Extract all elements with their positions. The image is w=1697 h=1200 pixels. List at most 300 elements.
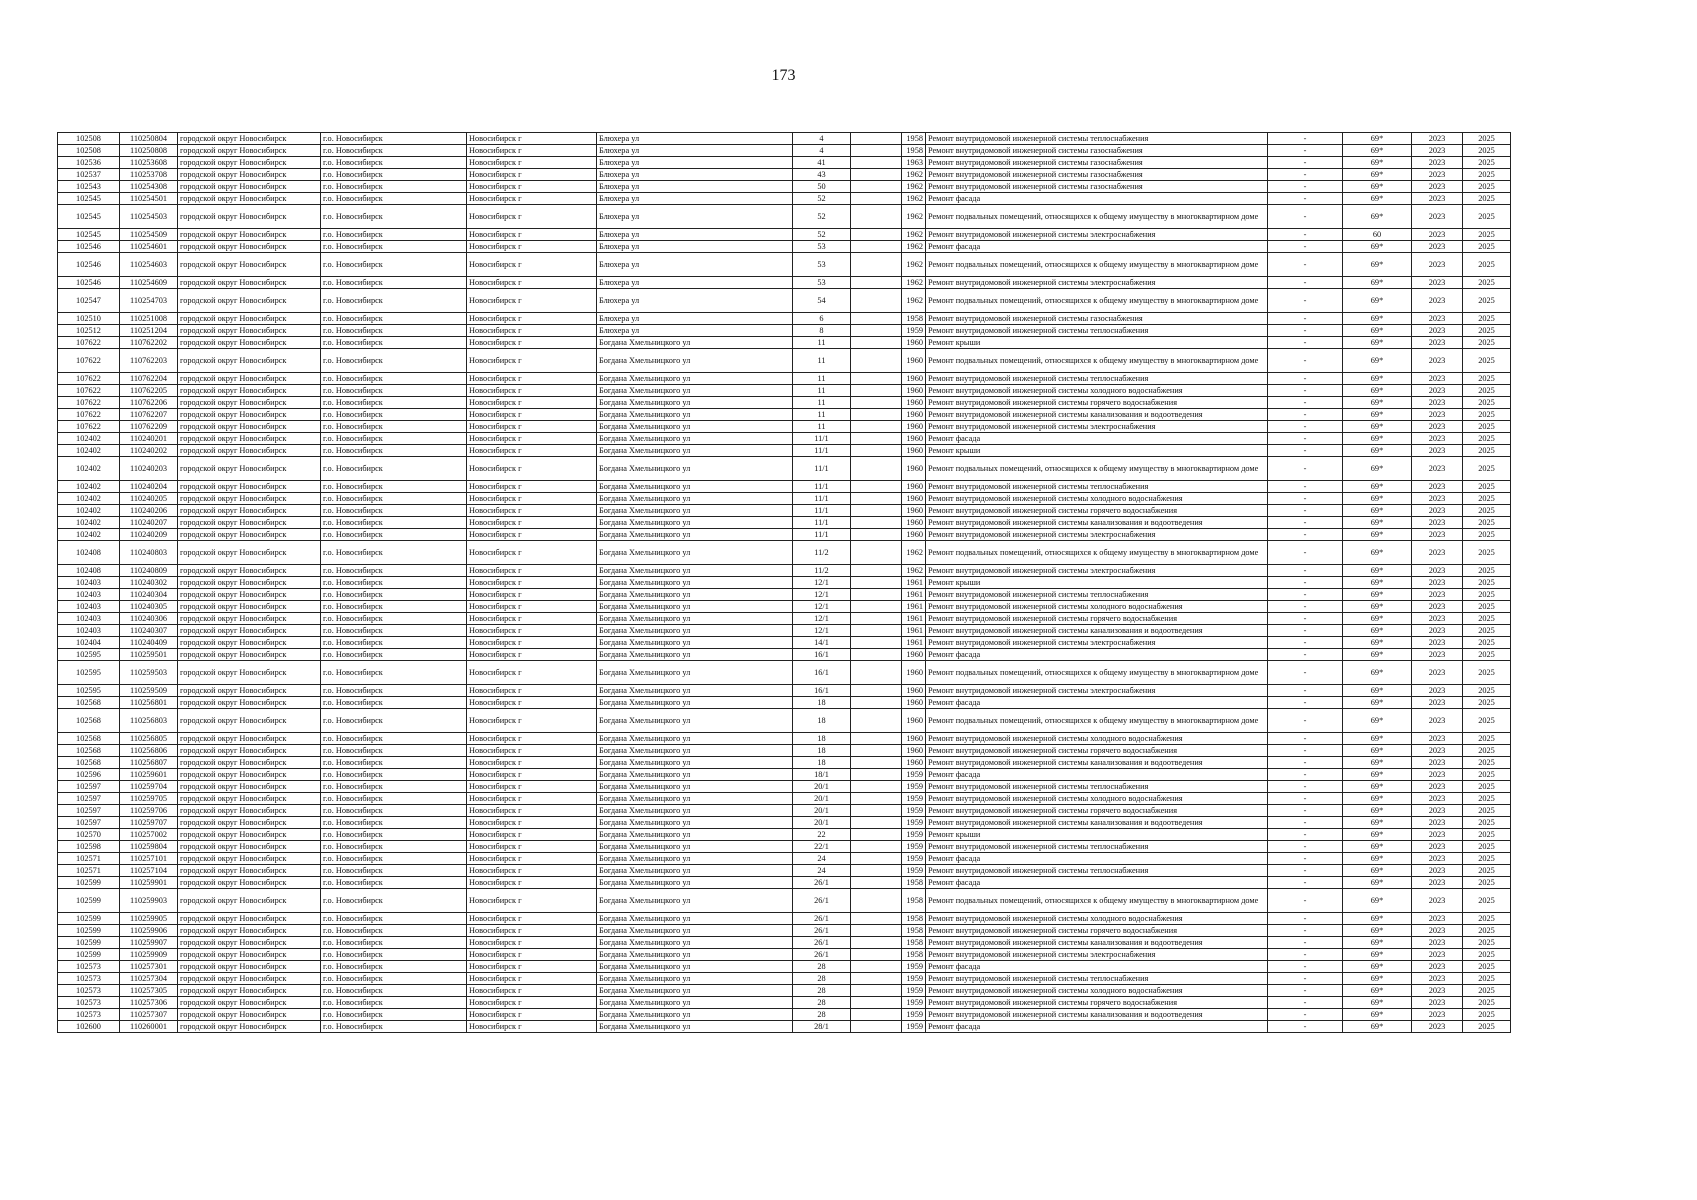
cell-plan-start-year: 2023 [1412, 997, 1463, 1009]
table-row [58, 805, 1511, 817]
cell-city: Новосибирск г [467, 661, 597, 685]
cell-house-id: 102599 [58, 913, 120, 925]
cell-building [851, 757, 902, 769]
cell-max-cost: 69* [1343, 397, 1412, 409]
cell-street: Богдана Хмельницкого ул [597, 817, 793, 829]
cell-city: Новосибирск г [467, 913, 597, 925]
cell-house-number: 22/1 [793, 841, 851, 853]
cell-municipality: городской округ Новосибирск [178, 973, 321, 985]
cell-house-number: 16/1 [793, 685, 851, 697]
cell-plan-start-year: 2023 [1412, 337, 1463, 349]
table-row [58, 661, 1511, 685]
cell-max-cost: 69* [1343, 517, 1412, 529]
cell-municipality: городской округ Новосибирск [178, 277, 321, 289]
cell-year-built: 1958 [902, 925, 926, 937]
cell-house-id: 102568 [58, 745, 120, 757]
cell-city: Новосибирск г [467, 805, 597, 817]
cell-work-id: 110256801 [120, 697, 178, 709]
cell-max-cost: 69* [1343, 769, 1412, 781]
table-row [58, 181, 1511, 193]
cell-building [851, 1021, 902, 1033]
cell-street: Богдана Хмельницкого ул [597, 505, 793, 517]
cell-work-id: 110259503 [120, 661, 178, 685]
table-row [58, 889, 1511, 913]
cell-house-id: 102537 [58, 169, 120, 181]
table-row [58, 133, 1511, 145]
cell-max-cost: 69* [1343, 445, 1412, 457]
table-row [58, 445, 1511, 457]
cell-unit-cost: - [1268, 277, 1343, 289]
cell-settlement: г.о. Новосибирск [321, 925, 467, 937]
cell-plan-end-year: 2025 [1463, 973, 1511, 985]
cell-unit-cost: - [1268, 733, 1343, 745]
cell-plan-end-year: 2025 [1463, 289, 1511, 313]
cell-plan-start-year: 2023 [1412, 445, 1463, 457]
cell-building [851, 781, 902, 793]
cell-plan-start-year: 2023 [1412, 505, 1463, 517]
cell-city: Новосибирск г [467, 241, 597, 253]
cell-year-built: 1959 [902, 793, 926, 805]
cell-max-cost: 69* [1343, 181, 1412, 193]
cell-plan-end-year: 2025 [1463, 229, 1511, 241]
cell-city: Новосибирск г [467, 181, 597, 193]
table-row [58, 457, 1511, 481]
cell-unit-cost: - [1268, 205, 1343, 229]
cell-street: Богдана Хмельницкого ул [597, 625, 793, 637]
cell-house-number: 11/1 [793, 433, 851, 445]
cell-city: Новосибирск г [467, 577, 597, 589]
cell-max-cost: 69* [1343, 421, 1412, 433]
cell-max-cost: 69* [1343, 793, 1412, 805]
cell-plan-start-year: 2023 [1412, 1009, 1463, 1021]
cell-city: Новосибирск г [467, 949, 597, 961]
cell-plan-end-year: 2025 [1463, 493, 1511, 505]
table-row [58, 865, 1511, 877]
cell-plan-end-year: 2025 [1463, 241, 1511, 253]
cell-street: Богдана Хмельницкого ул [597, 997, 793, 1009]
cell-building [851, 637, 902, 649]
cell-plan-start-year: 2023 [1412, 481, 1463, 493]
cell-settlement: г.о. Новосибирск [321, 805, 467, 817]
table-row [58, 973, 1511, 985]
cell-year-built: 1959 [902, 805, 926, 817]
cell-max-cost: 69* [1343, 961, 1412, 973]
cell-work-id: 110240203 [120, 457, 178, 481]
cell-year-built: 1960 [902, 457, 926, 481]
cell-house-id: 102599 [58, 925, 120, 937]
cell-building [851, 589, 902, 601]
cell-plan-end-year: 2025 [1463, 757, 1511, 769]
cell-plan-start-year: 2023 [1412, 289, 1463, 313]
cell-house-id: 107622 [58, 337, 120, 349]
table-row [58, 157, 1511, 169]
cell-max-cost: 69* [1343, 745, 1412, 757]
cell-unit-cost: - [1268, 829, 1343, 841]
cell-unit-cost: - [1268, 457, 1343, 481]
cell-work-type: Ремонт внутридомовой инженерной системы канализования и водоотведения [926, 937, 1268, 949]
cell-plan-start-year: 2023 [1412, 253, 1463, 277]
cell-municipality: городской округ Новосибирск [178, 1009, 321, 1021]
cell-street: Богдана Хмельницкого ул [597, 661, 793, 685]
cell-unit-cost: - [1268, 769, 1343, 781]
cell-plan-start-year: 2023 [1412, 685, 1463, 697]
cell-city: Новосибирск г [467, 709, 597, 733]
cell-plan-end-year: 2025 [1463, 769, 1511, 781]
cell-work-type: Ремонт внутридомовой инженерной системы теплоснабжения [926, 325, 1268, 337]
cell-work-type: Ремонт внутридомовой инженерной системы электроснабжения [926, 277, 1268, 289]
cell-house-number: 11 [793, 397, 851, 409]
cell-unit-cost: - [1268, 529, 1343, 541]
cell-settlement: г.о. Новосибирск [321, 337, 467, 349]
cell-max-cost: 69* [1343, 685, 1412, 697]
cell-house-id: 107622 [58, 385, 120, 397]
cell-street: Блюхера ул [597, 253, 793, 277]
cell-city: Новосибирск г [467, 841, 597, 853]
cell-street: Богдана Хмельницкого ул [597, 877, 793, 889]
cell-work-id: 110259509 [120, 685, 178, 697]
cell-year-built: 1963 [902, 157, 926, 169]
cell-year-built: 1959 [902, 769, 926, 781]
cell-house-number: 11/1 [793, 481, 851, 493]
cell-city: Новосибирск г [467, 757, 597, 769]
cell-max-cost: 69* [1343, 949, 1412, 961]
cell-municipality: городской округ Новосибирск [178, 913, 321, 925]
cell-unit-cost: - [1268, 889, 1343, 913]
cell-settlement: г.о. Новосибирск [321, 649, 467, 661]
cell-city: Новосибирск г [467, 937, 597, 949]
cell-plan-end-year: 2025 [1463, 565, 1511, 577]
cell-house-number: 26/1 [793, 913, 851, 925]
table-row [58, 349, 1511, 373]
cell-plan-end-year: 2025 [1463, 937, 1511, 949]
cell-year-built: 1961 [902, 613, 926, 625]
cell-work-id: 110259901 [120, 877, 178, 889]
cell-street: Богдана Хмельницкого ул [597, 349, 793, 373]
cell-unit-cost: - [1268, 949, 1343, 961]
cell-plan-end-year: 2025 [1463, 385, 1511, 397]
cell-street: Богдана Хмельницкого ул [597, 433, 793, 445]
cell-year-built: 1962 [902, 253, 926, 277]
cell-house-number: 11/1 [793, 457, 851, 481]
cell-unit-cost: - [1268, 541, 1343, 565]
cell-work-id: 110254308 [120, 181, 178, 193]
cell-settlement: г.о. Новосибирск [321, 133, 467, 145]
cell-house-id: 102402 [58, 517, 120, 529]
cell-city: Новосибирск г [467, 505, 597, 517]
cell-building [851, 409, 902, 421]
cell-unit-cost: - [1268, 337, 1343, 349]
cell-year-built: 1961 [902, 589, 926, 601]
cell-city: Новосибирск г [467, 637, 597, 649]
cell-settlement: г.о. Новосибирск [321, 937, 467, 949]
cell-city: Новосибирск г [467, 1021, 597, 1033]
cell-work-type: Ремонт внутридомовой инженерной системы канализования и водоотведения [926, 517, 1268, 529]
cell-city: Новосибирск г [467, 349, 597, 373]
cell-max-cost: 69* [1343, 577, 1412, 589]
cell-unit-cost: - [1268, 781, 1343, 793]
cell-street: Богдана Хмельницкого ул [597, 949, 793, 961]
cell-plan-end-year: 2025 [1463, 397, 1511, 409]
cell-house-number: 12/1 [793, 601, 851, 613]
cell-house-number: 52 [793, 205, 851, 229]
cell-work-id: 110254601 [120, 241, 178, 253]
cell-settlement: г.о. Новосибирск [321, 541, 467, 565]
cell-unit-cost: - [1268, 877, 1343, 889]
cell-city: Новосибирск г [467, 145, 597, 157]
table-row [58, 937, 1511, 949]
cell-city: Новосибирск г [467, 169, 597, 181]
cell-max-cost: 69* [1343, 277, 1412, 289]
cell-year-built: 1960 [902, 481, 926, 493]
cell-building [851, 205, 902, 229]
cell-plan-start-year: 2023 [1412, 133, 1463, 145]
cell-municipality: городской округ Новосибирск [178, 853, 321, 865]
cell-building [851, 997, 902, 1009]
cell-year-built: 1962 [902, 205, 926, 229]
cell-house-number: 12/1 [793, 613, 851, 625]
cell-street: Блюхера ул [597, 313, 793, 325]
cell-house-id: 102408 [58, 565, 120, 577]
cell-house-id: 102568 [58, 697, 120, 709]
cell-street: Богдана Хмельницкого ул [597, 685, 793, 697]
cell-plan-end-year: 2025 [1463, 145, 1511, 157]
cell-work-type: Ремонт внутридомовой инженерной системы теплоснабжения [926, 589, 1268, 601]
cell-plan-start-year: 2023 [1412, 1021, 1463, 1033]
cell-work-id: 110762202 [120, 337, 178, 349]
cell-unit-cost: - [1268, 481, 1343, 493]
cell-building [851, 937, 902, 949]
cell-max-cost: 69* [1343, 613, 1412, 625]
cell-house-id: 102545 [58, 205, 120, 229]
cell-work-type: Ремонт внутридомовой инженерной системы холодного водоснабжения [926, 793, 1268, 805]
cell-unit-cost: - [1268, 517, 1343, 529]
table-row [58, 409, 1511, 421]
cell-settlement: г.о. Новосибирск [321, 769, 467, 781]
cell-settlement: г.о. Новосибирск [321, 841, 467, 853]
cell-municipality: городской округ Новосибирск [178, 241, 321, 253]
cell-street: Богдана Хмельницкого ул [597, 865, 793, 877]
cell-unit-cost: - [1268, 229, 1343, 241]
cell-street: Богдана Хмельницкого ул [597, 637, 793, 649]
cell-unit-cost: - [1268, 817, 1343, 829]
cell-building [851, 793, 902, 805]
cell-street: Богдана Хмельницкого ул [597, 937, 793, 949]
cell-max-cost: 69* [1343, 853, 1412, 865]
cell-max-cost: 69* [1343, 697, 1412, 709]
cell-max-cost: 69* [1343, 193, 1412, 205]
cell-work-type: Ремонт внутридомовой инженерной системы канализования и водоотведения [926, 625, 1268, 637]
cell-house-number: 22 [793, 829, 851, 841]
cell-unit-cost: - [1268, 589, 1343, 601]
cell-year-built: 1960 [902, 529, 926, 541]
cell-building [851, 829, 902, 841]
cell-city: Новосибирск г [467, 865, 597, 877]
cell-work-type: Ремонт внутридомовой инженерной системы горячего водоснабжения [926, 805, 1268, 817]
cell-house-id: 102568 [58, 733, 120, 745]
cell-house-id: 102402 [58, 529, 120, 541]
cell-building [851, 913, 902, 925]
cell-plan-start-year: 2023 [1412, 433, 1463, 445]
cell-unit-cost: - [1268, 493, 1343, 505]
cell-city: Новосибирск г [467, 277, 597, 289]
cell-city: Новосибирск г [467, 781, 597, 793]
cell-work-type: Ремонт фасада [926, 877, 1268, 889]
cell-year-built: 1959 [902, 829, 926, 841]
table-row [58, 193, 1511, 205]
cell-municipality: городской округ Новосибирск [178, 865, 321, 877]
cell-settlement: г.о. Новосибирск [321, 733, 467, 745]
cell-building [851, 925, 902, 937]
cell-municipality: городской округ Новосибирск [178, 637, 321, 649]
cell-unit-cost: - [1268, 505, 1343, 517]
cell-settlement: г.о. Новосибирск [321, 985, 467, 997]
cell-year-built: 1960 [902, 517, 926, 529]
cell-municipality: городской округ Новосибирск [178, 601, 321, 613]
cell-municipality: городской округ Новосибирск [178, 709, 321, 733]
cell-city: Новосибирск г [467, 385, 597, 397]
table-row [58, 577, 1511, 589]
table-row [58, 745, 1511, 757]
cell-building [851, 817, 902, 829]
cell-year-built: 1961 [902, 637, 926, 649]
cell-building [851, 193, 902, 205]
cell-municipality: городской округ Новосибирск [178, 625, 321, 637]
table-row [58, 205, 1511, 229]
table-row [58, 253, 1511, 277]
cell-street: Богдана Хмельницкого ул [597, 961, 793, 973]
cell-house-id: 102547 [58, 289, 120, 313]
cell-municipality: городской округ Новосибирск [178, 313, 321, 325]
cell-municipality: городской округ Новосибирск [178, 229, 321, 241]
cell-year-built: 1962 [902, 169, 926, 181]
cell-street: Богдана Хмельницкого ул [597, 445, 793, 457]
cell-house-id: 102573 [58, 997, 120, 1009]
cell-max-cost: 69* [1343, 733, 1412, 745]
cell-plan-end-year: 2025 [1463, 481, 1511, 493]
cell-city: Новосибирск г [467, 889, 597, 913]
cell-city: Новосибирск г [467, 853, 597, 865]
cell-settlement: г.о. Новосибирск [321, 973, 467, 985]
cell-house-number: 11 [793, 409, 851, 421]
cell-municipality: городской округ Новосибирск [178, 205, 321, 229]
cell-work-id: 110762203 [120, 349, 178, 373]
cell-municipality: городской округ Новосибирск [178, 565, 321, 577]
cell-house-number: 11/1 [793, 445, 851, 457]
cell-work-type: Ремонт подвальных помещений, относящихся к общему имуществу в многоквартирном доме [926, 457, 1268, 481]
cell-unit-cost: - [1268, 193, 1343, 205]
cell-year-built: 1960 [902, 433, 926, 445]
cell-city: Новосибирск г [467, 205, 597, 229]
cell-year-built: 1959 [902, 325, 926, 337]
cell-settlement: г.о. Новосибирск [321, 421, 467, 433]
cell-municipality: городской округ Новосибирск [178, 949, 321, 961]
cell-unit-cost: - [1268, 181, 1343, 193]
cell-settlement: г.о. Новосибирск [321, 385, 467, 397]
cell-work-id: 110257101 [120, 853, 178, 865]
cell-max-cost: 69* [1343, 805, 1412, 817]
cell-plan-start-year: 2023 [1412, 793, 1463, 805]
cell-city: Новосибирск г [467, 133, 597, 145]
cell-plan-start-year: 2023 [1412, 601, 1463, 613]
cell-house-number: 43 [793, 169, 851, 181]
cell-year-built: 1958 [902, 133, 926, 145]
cell-unit-cost: - [1268, 349, 1343, 373]
cell-year-built: 1959 [902, 985, 926, 997]
cell-plan-end-year: 2025 [1463, 805, 1511, 817]
cell-house-number: 53 [793, 253, 851, 277]
cell-work-id: 110762209 [120, 421, 178, 433]
cell-work-type: Ремонт внутридомовой инженерной системы горячего водоснабжения [926, 397, 1268, 409]
cell-unit-cost: - [1268, 757, 1343, 769]
cell-work-id: 110256806 [120, 745, 178, 757]
cell-settlement: г.о. Новосибирск [321, 997, 467, 1009]
cell-plan-end-year: 2025 [1463, 169, 1511, 181]
cell-plan-start-year: 2023 [1412, 961, 1463, 973]
cell-plan-start-year: 2023 [1412, 973, 1463, 985]
cell-plan-start-year: 2023 [1412, 385, 1463, 397]
cell-street: Богдана Хмельницкого ул [597, 517, 793, 529]
cell-building [851, 565, 902, 577]
cell-house-id: 102545 [58, 229, 120, 241]
cell-unit-cost: - [1268, 709, 1343, 733]
cell-year-built: 1960 [902, 661, 926, 685]
cell-plan-end-year: 2025 [1463, 865, 1511, 877]
cell-municipality: городской округ Новосибирск [178, 133, 321, 145]
cell-max-cost: 69* [1343, 133, 1412, 145]
cell-street: Богдана Хмельницкого ул [597, 337, 793, 349]
cell-building [851, 397, 902, 409]
cell-building [851, 769, 902, 781]
cell-street: Богдана Хмельницкого ул [597, 613, 793, 625]
cell-settlement: г.о. Новосибирск [321, 913, 467, 925]
cell-house-number: 11 [793, 421, 851, 433]
cell-street: Богдана Хмельницкого ул [597, 421, 793, 433]
cell-municipality: городской округ Новосибирск [178, 505, 321, 517]
cell-plan-start-year: 2023 [1412, 757, 1463, 769]
table-row [58, 337, 1511, 349]
cell-max-cost: 69* [1343, 781, 1412, 793]
cell-year-built: 1961 [902, 625, 926, 637]
cell-work-id: 110257306 [120, 997, 178, 1009]
cell-settlement: г.о. Новосибирск [321, 817, 467, 829]
cell-work-type: Ремонт внутридомовой инженерной системы холодного водоснабжения [926, 913, 1268, 925]
cell-municipality: городской округ Новосибирск [178, 253, 321, 277]
cell-house-number: 28/1 [793, 1021, 851, 1033]
cell-max-cost: 69* [1343, 937, 1412, 949]
cell-house-number: 20/1 [793, 805, 851, 817]
cell-city: Новосибирск г [467, 985, 597, 997]
table-row [58, 385, 1511, 397]
table-row [58, 637, 1511, 649]
cell-building [851, 877, 902, 889]
cell-street: Богдана Хмельницкого ул [597, 1021, 793, 1033]
cell-work-type: Ремонт фасада [926, 1021, 1268, 1033]
cell-city: Новосибирск г [467, 433, 597, 445]
cell-max-cost: 69* [1343, 661, 1412, 685]
cell-house-id: 102573 [58, 973, 120, 985]
cell-city: Новосибирск г [467, 565, 597, 577]
cell-building [851, 277, 902, 289]
table-row [58, 289, 1511, 313]
cell-city: Новосибирск г [467, 697, 597, 709]
cell-municipality: городской округ Новосибирск [178, 337, 321, 349]
cell-work-type: Ремонт подвальных помещений, относящихся к общему имуществу в многоквартирном доме [926, 205, 1268, 229]
cell-max-cost: 69* [1343, 757, 1412, 769]
cell-max-cost: 69* [1343, 913, 1412, 925]
cell-city: Новосибирск г [467, 649, 597, 661]
cell-plan-start-year: 2023 [1412, 541, 1463, 565]
cell-plan-end-year: 2025 [1463, 445, 1511, 457]
